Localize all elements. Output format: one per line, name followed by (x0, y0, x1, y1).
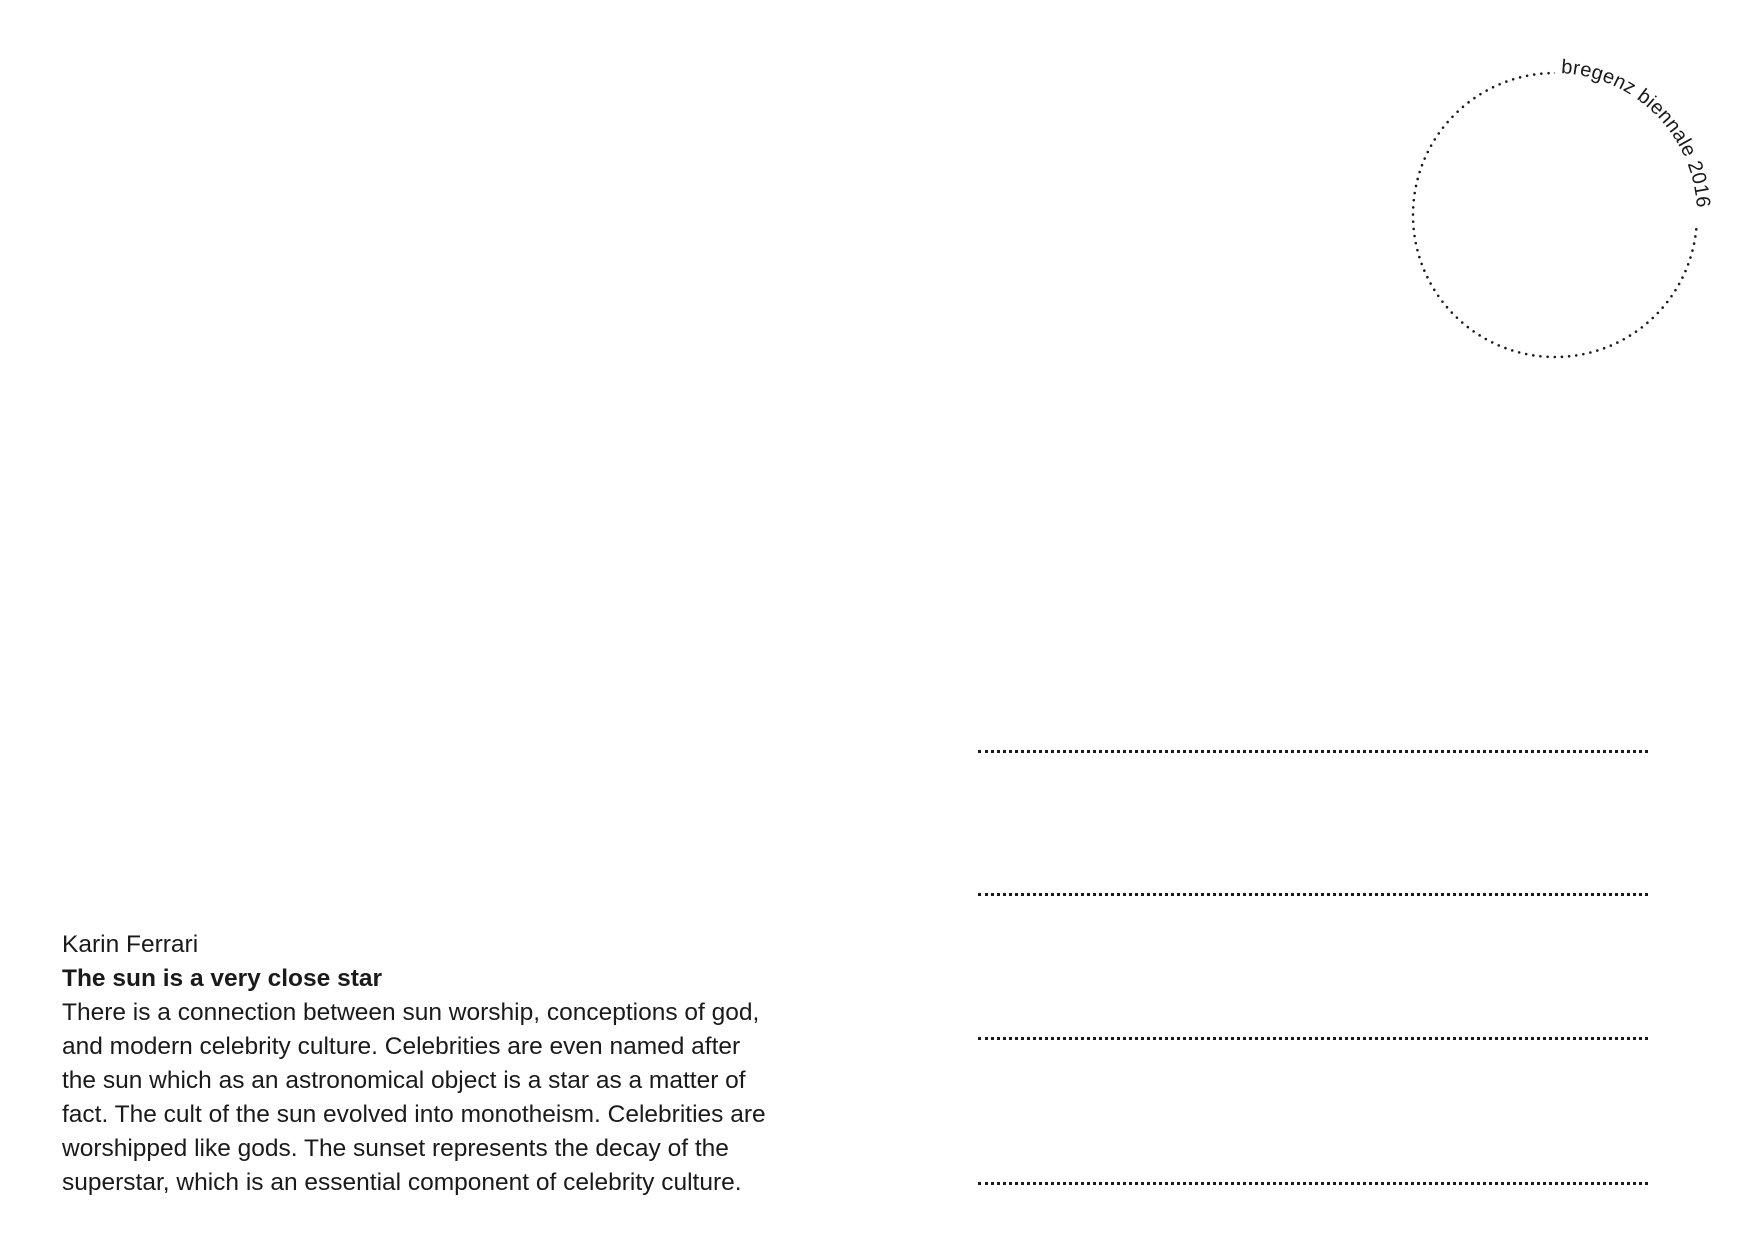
address-line-1 (978, 750, 1648, 753)
stamp-circle-text: bregenz biennale 2016 (1560, 56, 1714, 209)
address-line-2 (978, 893, 1648, 896)
description-line: the sun which as an astronomical object is a star as a matter of (62, 1067, 746, 1094)
address-line-4 (978, 1182, 1648, 1185)
artwork-caption (62, 928, 882, 1200)
stamp-placeholder (1395, 55, 1715, 375)
artwork-title: The sun is a very close star (62, 965, 383, 992)
description-line: fact. The cult of the sun evolved into monotheism. Celebrities are (62, 1101, 766, 1128)
stamp-circle (1395, 55, 1715, 375)
description-line: superstar, which is an essential component of celebrity culture. (62, 1169, 742, 1196)
artist-name: Karin Ferrari (62, 931, 199, 958)
description-line: There is a connection between sun worship, conceptions of god, (62, 999, 760, 1026)
address-line-3 (978, 1037, 1648, 1040)
description-line: worshipped like gods. The sunset represents the decay of the (62, 1135, 729, 1162)
description-line: and modern celebrity culture. Celebrities are even named after (62, 1033, 741, 1060)
